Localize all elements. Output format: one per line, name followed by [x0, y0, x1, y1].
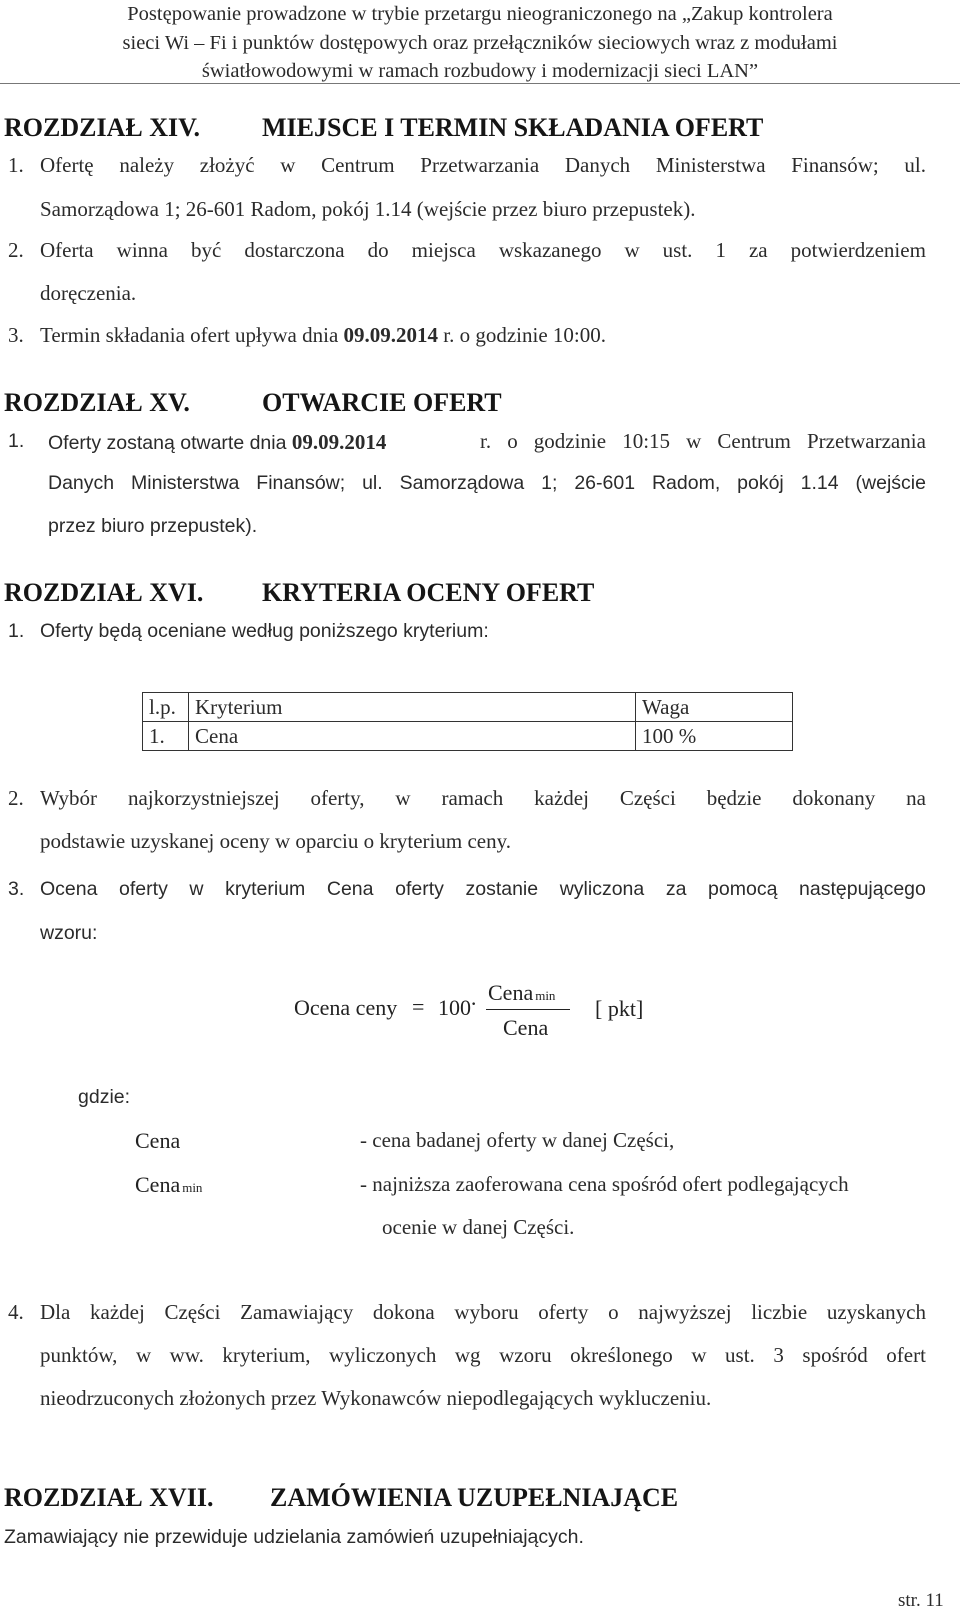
word: ul.	[904, 153, 926, 177]
word: dostarczona	[244, 238, 345, 262]
word: wyboru	[454, 1300, 519, 1324]
def-2-term: Cena min	[135, 1172, 203, 1197]
word: Ofertę	[40, 153, 94, 177]
word: kryterium	[225, 878, 306, 900]
word: w	[691, 1343, 707, 1367]
word: wyliczonych	[329, 1343, 437, 1367]
word: oferty	[119, 878, 168, 900]
word: oferty,	[310, 786, 365, 810]
s14-date: 09.09.2014	[343, 323, 439, 347]
formula-dot: ·	[470, 991, 478, 1016]
word: ul.	[362, 472, 383, 494]
word: 3	[773, 1343, 784, 1367]
s16-item-4-number: 4.	[8, 1300, 24, 1324]
word: zostanie	[465, 878, 539, 900]
formula-denominator: Cena	[503, 1015, 549, 1040]
def-1-term: Cena	[135, 1128, 181, 1153]
word: dokona	[372, 1300, 435, 1324]
def-2-desc-line-2: ocenie w danej Części.	[382, 1215, 575, 1239]
def-2-sub: min	[182, 1180, 203, 1195]
word: winna	[116, 238, 168, 262]
word: w	[135, 1343, 152, 1367]
formula-fraction-line	[486, 1009, 570, 1010]
table-cell-kryterium: Cena	[189, 722, 636, 751]
section-14-title: MIEJSCE I TERMIN SKŁADANIA OFERT	[262, 113, 764, 142]
formula-factor: 100	[438, 995, 471, 1020]
word: Ministerstwa	[655, 153, 766, 177]
s16-item-2-number: 2.	[8, 786, 24, 810]
formula-unit: [ pkt]	[595, 996, 644, 1021]
word: godzinie	[533, 429, 607, 453]
def-2-desc-line-1: - najniższa zaoferowana cena spośród ofert podlegających	[360, 1172, 849, 1196]
word: Wybór	[40, 786, 98, 810]
word: za	[748, 238, 768, 262]
word: Danych	[48, 472, 115, 494]
s16-item-1-number: 1.	[8, 620, 25, 642]
s16-item-4-line-2	[40, 1343, 926, 1368]
word: Części	[164, 1300, 221, 1324]
word: należy	[119, 153, 175, 177]
s15-item-1-line-1-end	[480, 429, 926, 454]
s15-item-1-line-2	[48, 472, 926, 495]
s16-item-3-line-1	[40, 878, 926, 901]
criteria-table	[142, 692, 793, 751]
word: kryterium,	[222, 1343, 311, 1367]
word: ww.	[169, 1343, 204, 1367]
s16-item-4-line-1	[40, 1300, 926, 1325]
word: 1;	[541, 472, 558, 494]
table-header-row	[143, 693, 793, 722]
s16-item-3-line-2: wzoru:	[40, 922, 98, 944]
word: w	[189, 878, 204, 900]
section-17-title: ZAMÓWIENIA UZUPEŁNIAJĄCE	[270, 1483, 679, 1512]
section-17-number: ROZDZIAŁ XVII.	[4, 1483, 214, 1512]
formula-lhs: Ocena ceny	[294, 995, 398, 1020]
word: 1.14	[800, 472, 839, 494]
word: najwyższej	[638, 1300, 732, 1324]
s16-item-1: Oferty będą oceniane według poniższego kryterium:	[40, 620, 489, 642]
word: najkorzystniejszej	[127, 786, 280, 810]
word: 1	[715, 238, 726, 262]
s14-item-3-number: 3.	[8, 323, 24, 347]
word: ofert	[886, 1343, 926, 1367]
header-line-2: sieci Wi – Fi i punktów dostępowych oraz przełączników sieciowych wraz z modułami	[122, 31, 838, 54]
word: ust.	[725, 1343, 755, 1367]
word: następującego	[799, 878, 926, 900]
word: 10:15	[622, 429, 671, 453]
word: do	[367, 238, 389, 262]
word: w	[624, 238, 640, 262]
word: Zamawiający	[240, 1300, 354, 1324]
table-row	[143, 722, 793, 751]
s16-item-3-number: 3.	[8, 878, 25, 900]
word: pomocą	[708, 878, 778, 900]
word: Radom,	[651, 472, 721, 494]
word: w	[395, 786, 411, 810]
header-divider	[0, 83, 960, 84]
formula-numerator: Cena min	[488, 980, 556, 1005]
word: wskazanego	[498, 238, 602, 262]
word: wzoru	[499, 1343, 552, 1367]
word: Części	[619, 786, 676, 810]
word: wg	[454, 1343, 481, 1367]
s14-item-2-line-2: doręczenia.	[40, 281, 137, 305]
s14-item-3: Termin składania ofert upływa dnia 09.09.2014 r. o godzinie 10:00.	[40, 323, 606, 347]
page-number: str. 11	[898, 1590, 944, 1611]
word: Ministerstwa	[131, 472, 240, 494]
section-14-number: ROZDZIAŁ XIV.	[4, 113, 201, 142]
section-15-title: OTWARCIE OFERT	[262, 388, 502, 417]
s16-item-2-line-2: podstawie uzyskanej oceny w oparciu o kryterium ceny.	[40, 829, 511, 853]
section-16-title: KRYTERIA OCENY OFERT	[262, 578, 595, 607]
word: oferty	[538, 1300, 589, 1324]
table-cell-lp: 1.	[143, 722, 189, 751]
word: Danych	[564, 153, 631, 177]
def-1-desc: - cena badanej oferty w danej Części,	[360, 1128, 675, 1152]
word: pokój	[737, 472, 784, 494]
s14-item-2-line-1	[40, 238, 926, 263]
word: wyliczona	[559, 878, 645, 900]
section-16-number: ROZDZIAŁ XVI.	[4, 578, 204, 607]
header-line-1: Postępowanie prowadzone w trybie przetargu nieograniczonego na „Zakup kontrolera	[127, 3, 833, 25]
gdzie-label: gdzie:	[78, 1086, 131, 1108]
word: o	[507, 429, 518, 453]
table-header-waga: Waga	[636, 693, 793, 722]
word: r.	[480, 429, 492, 453]
word: ramach	[441, 786, 504, 810]
s16-item-2-line-1	[40, 786, 926, 811]
word: w	[686, 429, 702, 453]
word: Samorządowa	[399, 472, 525, 494]
table-cell-waga: 100 %	[636, 722, 793, 751]
word: Centrum	[321, 153, 395, 177]
table-header-lp: l.p.	[143, 693, 189, 722]
header-line-3: światłowodowymi w ramach rozbudowy i modernizacji sieci LAN”	[201, 60, 759, 82]
word: Ocena	[40, 878, 98, 900]
word: w	[280, 153, 296, 177]
word: o	[608, 1300, 619, 1324]
s14-item-1-line-2: Samorządowa 1; 26-601 Radom, pokój 1.14 (wejście przez biuro przepustek).	[40, 197, 696, 221]
word: być	[191, 238, 222, 262]
word: (wejście	[855, 472, 926, 494]
word: każdej	[534, 786, 589, 810]
s14-item-1-number: 1.	[8, 153, 24, 177]
word: oferty	[395, 878, 444, 900]
word: liczbie	[751, 1300, 808, 1324]
word: za	[665, 878, 687, 900]
word: Przetwarzania	[420, 153, 540, 177]
word: Cena	[326, 878, 374, 900]
word: potwierdzeniem	[790, 238, 926, 262]
word: spośród	[802, 1343, 868, 1367]
word: na	[906, 786, 926, 810]
word: Przetwarzania	[806, 429, 926, 453]
s14-item-2-number: 2.	[8, 238, 24, 262]
word: ust.	[662, 238, 693, 262]
s15-item-1-line-3: przez biuro przepustek).	[48, 515, 258, 537]
word: każdej	[90, 1300, 145, 1324]
s16-item-4-line-3: nieodrzuconych złożonych przez Wykonawców niepodlegających wykluczeniu.	[40, 1386, 712, 1410]
section-17-text: Zamawiający nie przewiduje udzielania zamówień uzupełniających.	[4, 1526, 584, 1548]
formula-numerator-sub: min	[535, 988, 556, 1003]
formula-equals: =	[412, 994, 425, 1019]
s15-item-1-number: 1.	[8, 430, 25, 452]
word: będzie	[706, 786, 762, 810]
word: punktów,	[40, 1343, 118, 1367]
s15-date: 09.09.2014	[291, 430, 387, 454]
word: Centrum	[717, 429, 791, 453]
word: 26-601	[574, 472, 636, 494]
word: dokonany	[792, 786, 876, 810]
word: miejsca	[411, 238, 476, 262]
table-header-kryterium: Kryterium	[189, 693, 636, 722]
word: Finansów;	[256, 472, 346, 494]
word: określonego	[570, 1343, 673, 1367]
s14-item-1-line-1	[40, 153, 926, 178]
document-header	[0, 0, 960, 86]
section-15-number: ROZDZIAŁ XV.	[4, 388, 190, 417]
word: złożyć	[199, 153, 255, 177]
word: Finansów;	[791, 153, 879, 177]
word: Dla	[40, 1300, 71, 1324]
word: Oferta	[40, 238, 94, 262]
s15-item-1-start: Oferty zostaną otwarte dnia 09.09.2014	[48, 430, 387, 454]
word: uzyskanych	[826, 1300, 926, 1324]
